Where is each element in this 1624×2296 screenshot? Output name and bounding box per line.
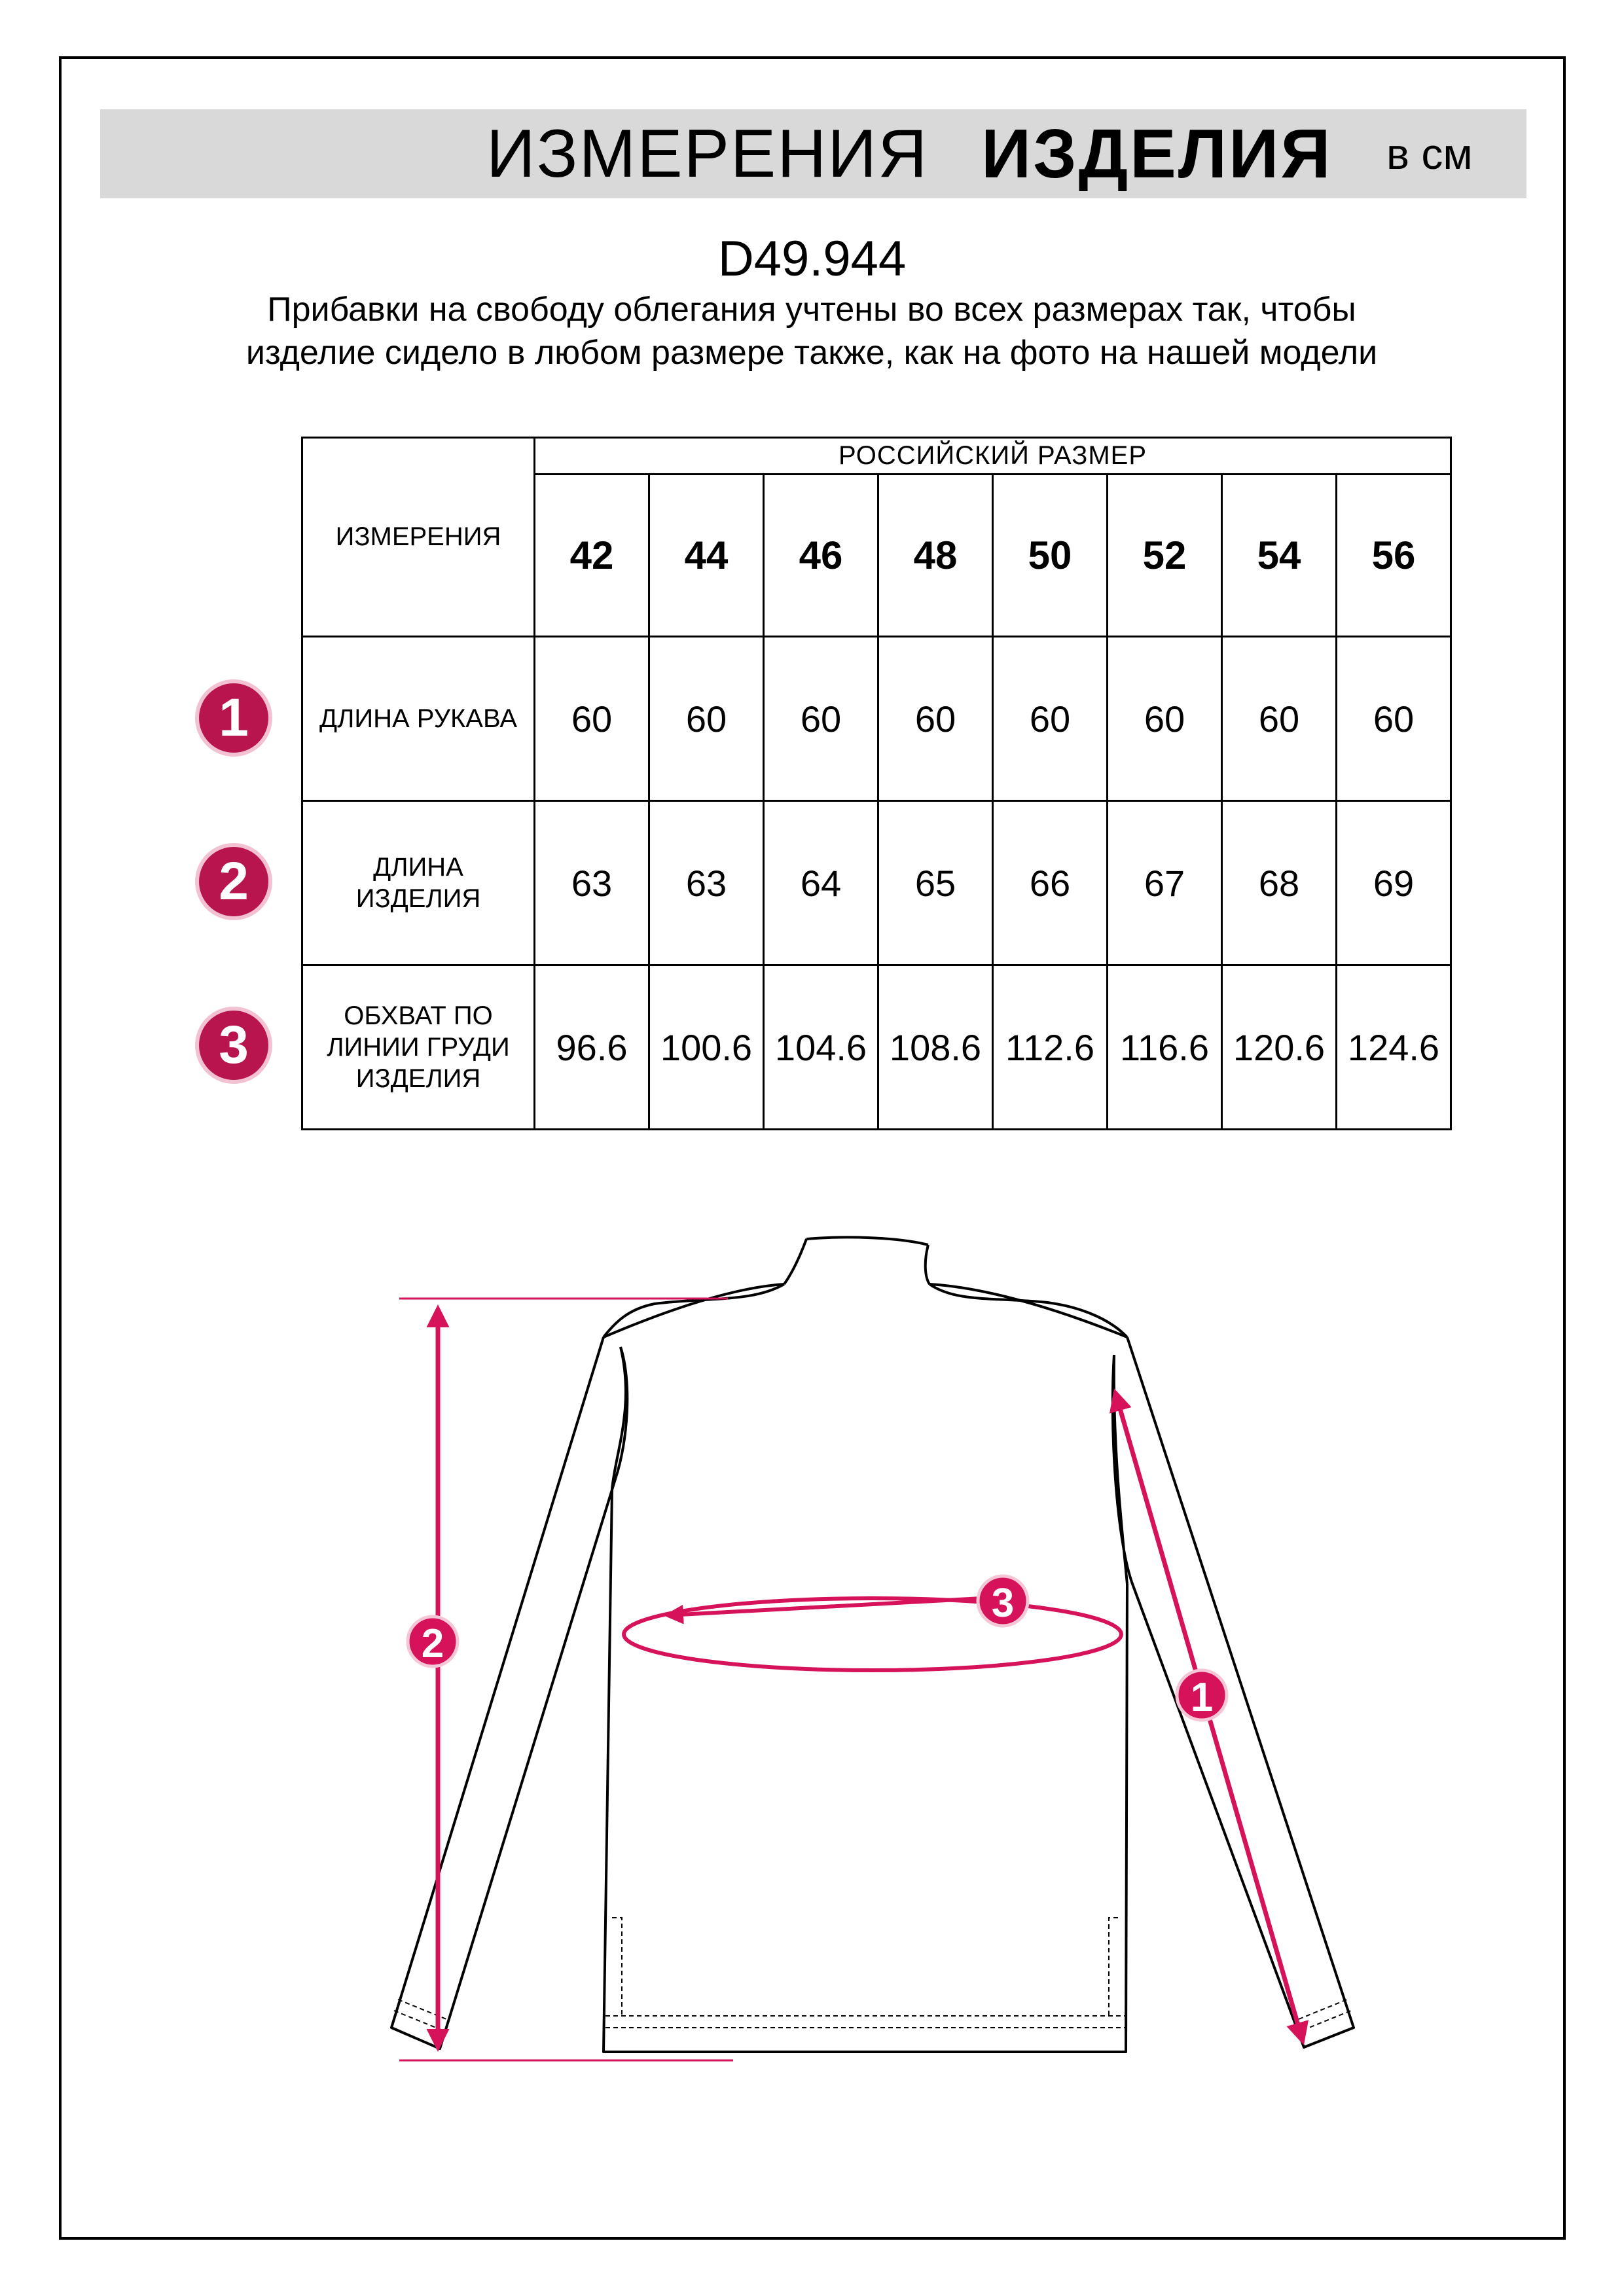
size-header: 44 — [649, 475, 764, 637]
table-cell: 60 — [1337, 637, 1451, 801]
table-cell: 63 — [535, 801, 649, 965]
size-header: 52 — [1108, 475, 1222, 637]
stitching — [394, 1918, 1351, 2030]
table-cell: 124.6 — [1337, 965, 1451, 1130]
table-cell: 60 — [1222, 637, 1337, 801]
size-system-header: РОССИЙСКИЙ РАЗМЕР — [535, 438, 1451, 475]
table-cell: 68 — [1222, 801, 1337, 965]
table-cell: 116.6 — [1108, 965, 1222, 1130]
right-shoulder — [929, 1284, 1127, 1337]
table-cell: 60 — [878, 637, 993, 801]
marker-1 — [1177, 1670, 1227, 1720]
size-header: 42 — [535, 475, 649, 637]
right-side-seam — [1114, 1355, 1127, 1584]
row-label-garment-length: ДЛИНА ИЗДЕЛИЯ — [302, 801, 535, 965]
shoulder-seam-left — [604, 1284, 784, 1337]
fit-note: Прибавки на свободу облегания учтены во всех размерах так, чтобы изделие сидело в любом размере также, как на фото на нашей модели — [245, 291, 1378, 372]
svg-text:2: 2 — [421, 1621, 444, 1666]
table-cell: 104.6 — [764, 965, 878, 1130]
table-cell: 120.6 — [1222, 965, 1337, 1130]
svg-text:1: 1 — [1190, 1675, 1214, 1720]
size-header: 46 — [764, 475, 878, 637]
size-header: 48 — [878, 475, 993, 637]
measurements-header: ИЗМЕРЕНИЯ — [302, 438, 535, 637]
left-shoulder — [604, 1284, 784, 1337]
table-cell: 67 — [1108, 801, 1222, 965]
table-cell: 66 — [993, 801, 1108, 965]
product-code: D49.944 — [717, 231, 907, 287]
garment-outline — [391, 1237, 1354, 2052]
shoulder-seam-right — [929, 1284, 1127, 1337]
table-cell: 69 — [1337, 801, 1451, 965]
left-sleeve — [391, 1337, 627, 2049]
table-cell: 64 — [764, 801, 878, 965]
chest-ellipse — [624, 1598, 1121, 1670]
row-badge-1: 1 — [195, 679, 272, 757]
table-cell: 60 — [993, 637, 1108, 801]
table-cell: 60 — [1108, 637, 1222, 801]
table-cell: 60 — [649, 637, 764, 801]
marker-2 — [408, 1617, 458, 1666]
table-cell: 112.6 — [993, 965, 1108, 1130]
table-cell: 108.6 — [878, 965, 993, 1130]
title-part1: ИЗМЕРЕНИЯ — [486, 116, 929, 192]
table-cell: 60 — [535, 637, 649, 801]
table-cell: 65 — [878, 801, 993, 965]
units-label: в см — [1386, 130, 1473, 178]
title-part2: ИЗДЕЛИЯ — [981, 115, 1333, 192]
svg-text:3: 3 — [991, 1581, 1015, 1626]
table-cell: 63 — [649, 801, 764, 965]
collar — [784, 1237, 929, 1284]
table-cell: 100.6 — [649, 965, 764, 1130]
size-header: 54 — [1222, 475, 1337, 637]
row-label-chest-girth: ОБХВАТ ПО ЛИНИИ ГРУДИ ИЗДЕЛИЯ — [302, 965, 535, 1130]
marker-3 — [978, 1576, 1028, 1626]
size-header: 50 — [993, 475, 1108, 637]
size-header: 56 — [1337, 475, 1451, 637]
row-badge-3: 3 — [195, 1007, 272, 1084]
body — [604, 1489, 1127, 2052]
table-cell: 96.6 — [535, 965, 649, 1130]
table-cell: 60 — [764, 637, 878, 801]
row-badge-2: 2 — [195, 843, 272, 920]
row-label-sleeve-length: ДЛИНА РУКАВА — [302, 637, 535, 801]
right-sleeve — [1113, 1337, 1354, 2047]
